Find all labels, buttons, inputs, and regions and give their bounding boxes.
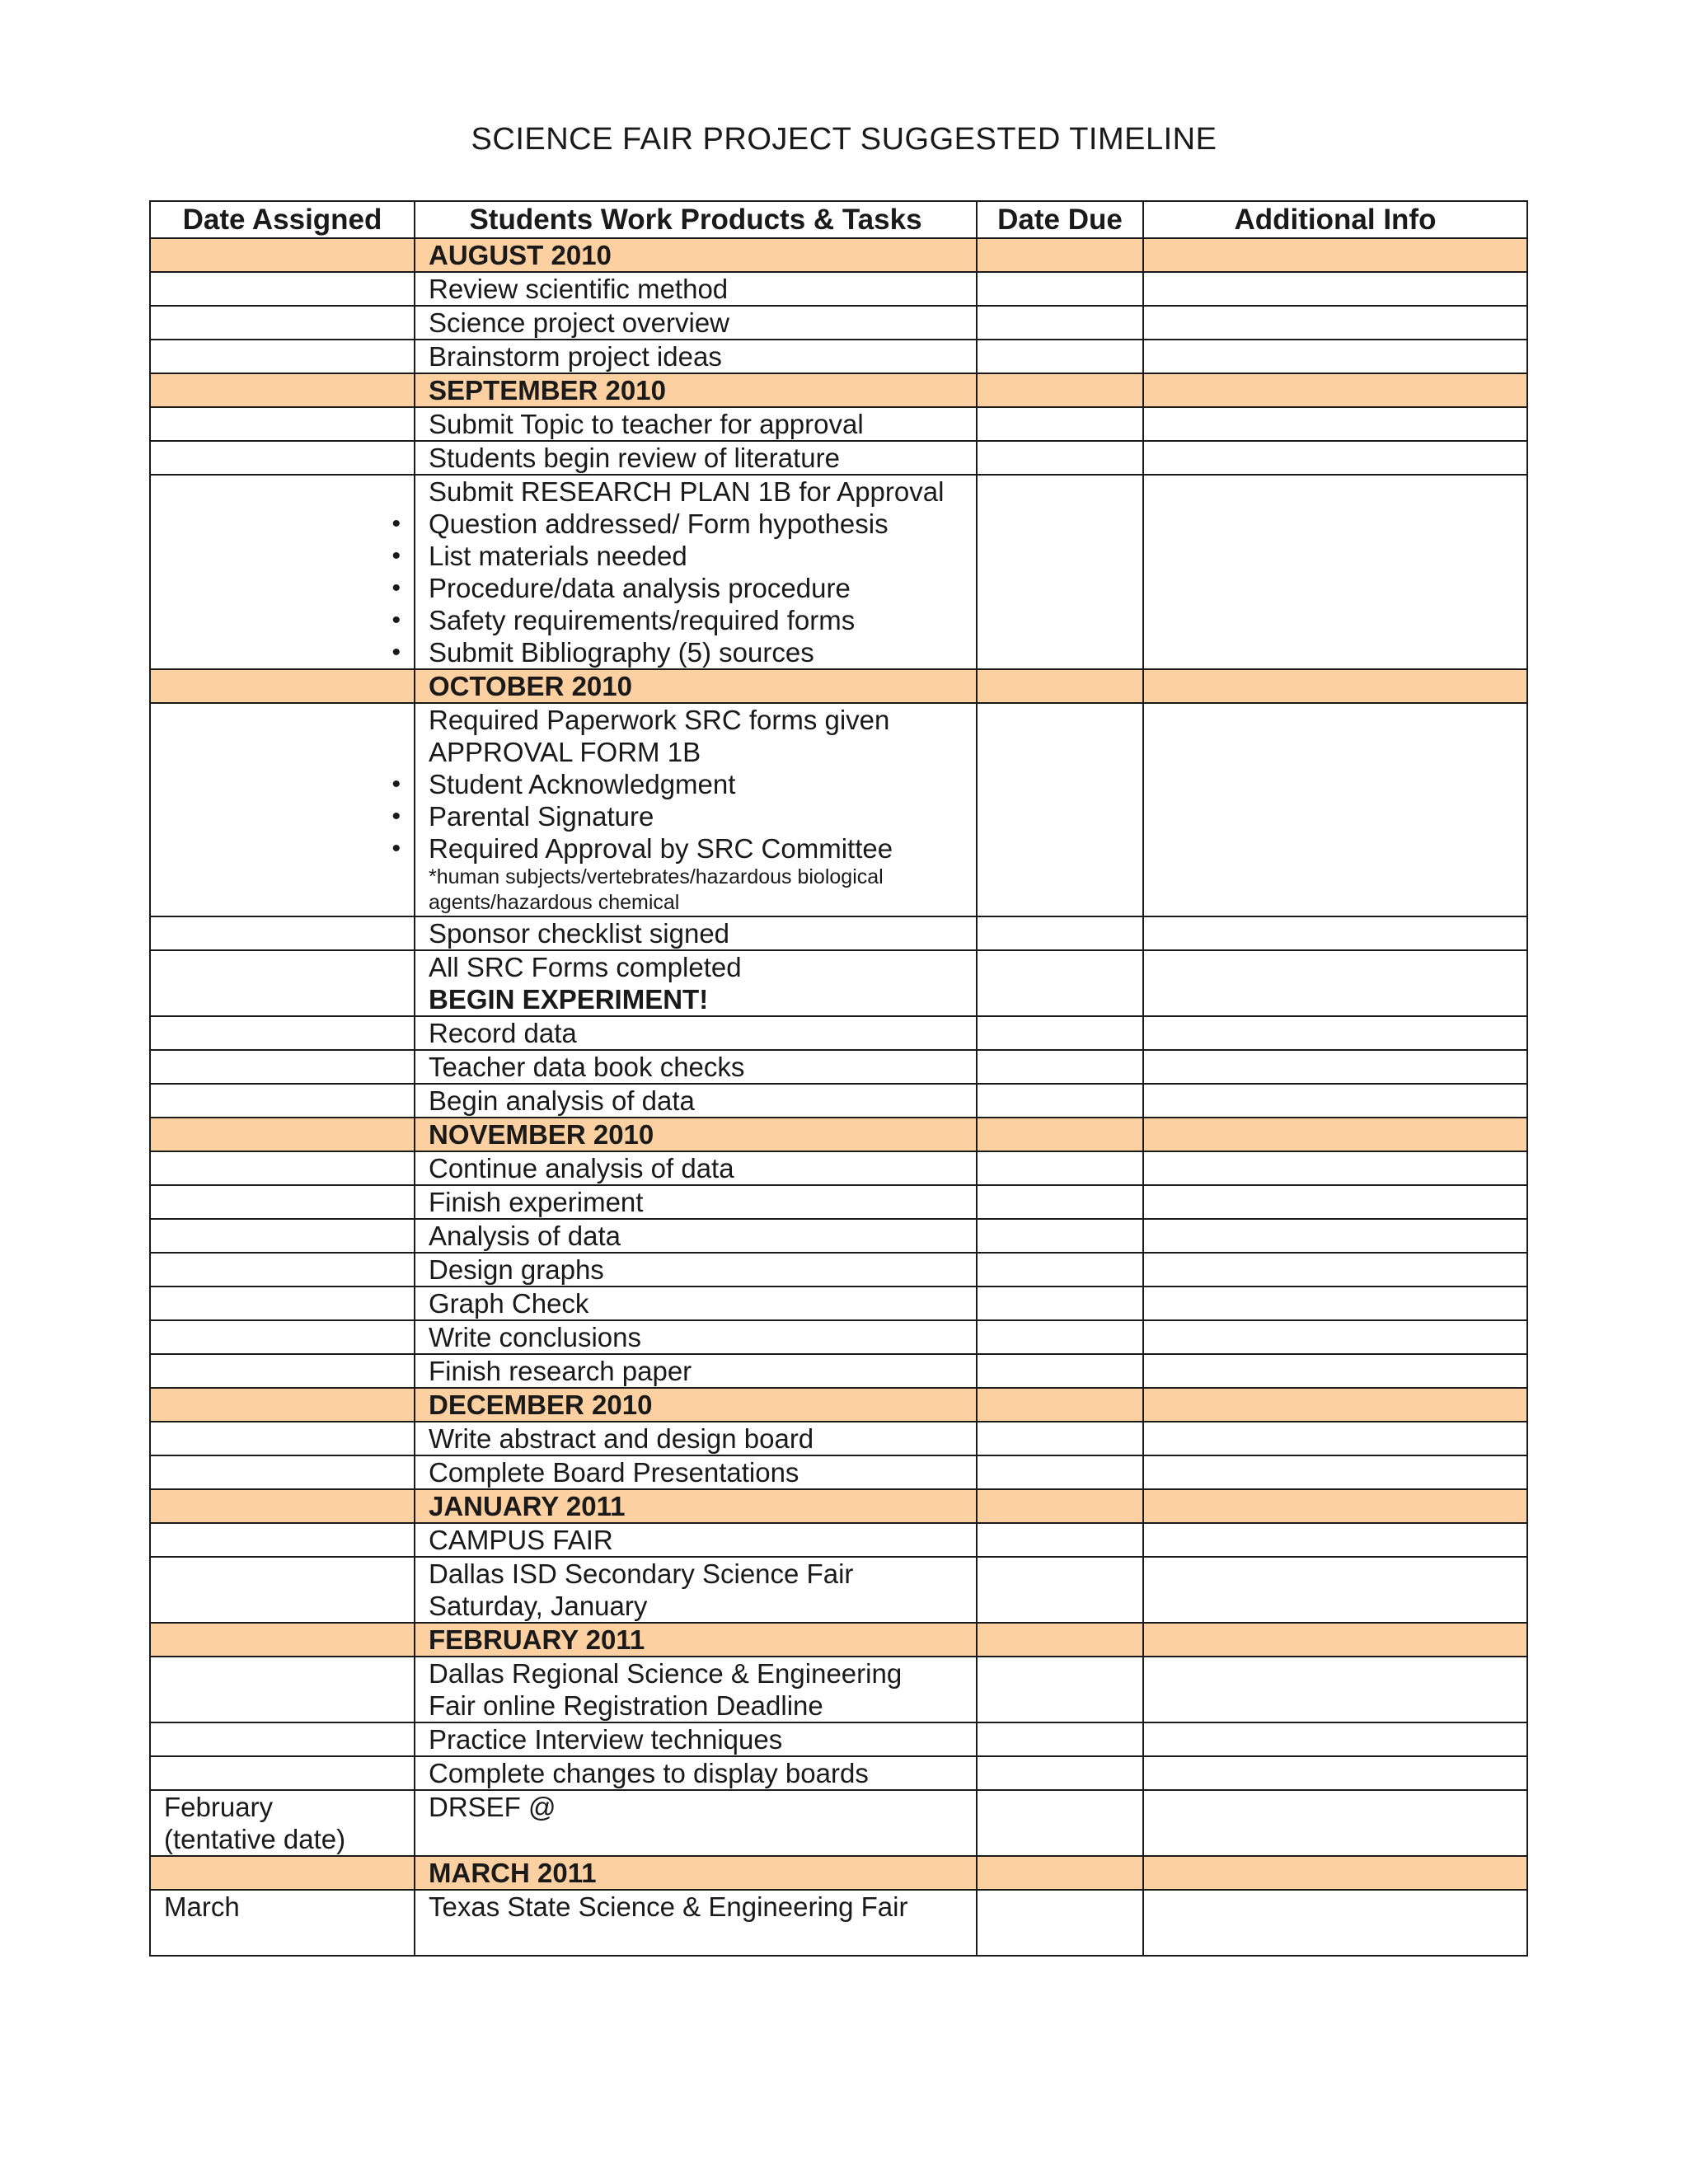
- list-item: Student Acknowledgment: [429, 769, 736, 799]
- header-tasks: Students Work Products & Tasks: [415, 201, 977, 238]
- bullet-icon: •: [392, 542, 401, 569]
- table-row: [150, 1455, 1527, 1489]
- task-cell: Sponsor checklist signed: [415, 916, 977, 950]
- table-row: [150, 950, 1527, 1016]
- month-row-august: [150, 238, 1527, 272]
- table-row: [150, 1050, 1527, 1084]
- list-item: APPROVAL FORM 1B: [429, 737, 701, 767]
- task-cell: Complete Board Presentations: [415, 1455, 977, 1489]
- table-row: [150, 1890, 1527, 1956]
- task-cell: CAMPUS FAIR: [415, 1523, 977, 1557]
- list-item: Dallas ISD Secondary Science Fair: [429, 1558, 854, 1589]
- month-row-october: [150, 669, 1527, 703]
- date-text: February: [164, 1792, 274, 1822]
- list-item: All SRC Forms completed: [429, 952, 742, 982]
- bullet-icon: •: [392, 835, 401, 862]
- task-cell: [415, 1557, 977, 1623]
- bullet-column: [150, 475, 415, 669]
- table-row: [150, 1756, 1527, 1790]
- table-row: [150, 1219, 1527, 1253]
- task-cell: [415, 475, 977, 669]
- month-label: NOVEMBER 2010: [415, 1118, 977, 1151]
- header-date-due: Date Due: [977, 201, 1143, 238]
- task-cell: Teacher data book checks: [415, 1050, 977, 1084]
- bullet-icon: •: [392, 639, 401, 666]
- table-row: [150, 1016, 1527, 1050]
- task-cell: Record data: [415, 1016, 977, 1050]
- date-assigned-cell: March: [150, 1890, 415, 1956]
- month-label: JANUARY 2011: [415, 1489, 977, 1523]
- table-row: [150, 1523, 1527, 1557]
- table-row: [150, 306, 1527, 340]
- table-row: [150, 916, 1527, 950]
- task-cell: Write conclusions: [415, 1320, 977, 1354]
- footnote: *human subjects/vertebrates/hazardous biological agents/hazardous chemical: [429, 865, 884, 914]
- table-row: [150, 272, 1527, 306]
- task-cell: DRSEF @: [415, 1790, 977, 1856]
- month-label: FEBRUARY 2011: [415, 1623, 977, 1657]
- header-additional-info: Additional Info: [1143, 201, 1527, 238]
- table-row: [150, 1557, 1527, 1623]
- task-cell: Finish research paper: [415, 1354, 977, 1388]
- list-item: List materials needed: [429, 541, 687, 571]
- bullet-icon: •: [392, 607, 401, 634]
- task-cell: Students begin review of literature: [415, 441, 977, 475]
- date-text: (tentative date): [164, 1824, 346, 1854]
- bullet-icon: •: [392, 510, 401, 537]
- table-row: [150, 1422, 1527, 1455]
- table-row: [150, 407, 1527, 441]
- list-item: Required Approval by SRC Committee: [429, 833, 893, 864]
- research-plan-title: Submit RESEARCH PLAN 1B for Approval: [429, 476, 945, 507]
- month-label: AUGUST 2010: [415, 238, 977, 272]
- month-label: DECEMBER 2010: [415, 1388, 977, 1422]
- bullet-icon: •: [392, 803, 401, 830]
- month-row-november: [150, 1118, 1527, 1151]
- table-row: [150, 475, 1527, 669]
- task-cell: [415, 1657, 977, 1722]
- bullet-column: [150, 703, 415, 916]
- table-row: [150, 1286, 1527, 1320]
- table-row: [150, 1354, 1527, 1388]
- table-row: [150, 1722, 1527, 1756]
- task-cell: Continue analysis of data: [415, 1151, 977, 1185]
- task-cell: Finish experiment: [415, 1185, 977, 1219]
- table-row: [150, 1253, 1527, 1286]
- month-row-december: [150, 1388, 1527, 1422]
- list-item: Required Paperwork SRC forms given: [429, 705, 890, 735]
- task-cell: Begin analysis of data: [415, 1084, 977, 1118]
- list-item: Saturday, January: [429, 1591, 648, 1621]
- table-row: [150, 441, 1527, 475]
- month-label: SEPTEMBER 2010: [415, 373, 977, 407]
- task-cell: Design graphs: [415, 1253, 977, 1286]
- task-cell: Complete changes to display boards: [415, 1756, 977, 1790]
- month-row-september: [150, 373, 1527, 407]
- month-row-march: [150, 1856, 1527, 1890]
- list-item: Safety requirements/required forms: [429, 605, 856, 635]
- table-row: [150, 1185, 1527, 1219]
- list-item: Parental Signature: [429, 801, 654, 832]
- table-row: [150, 1790, 1527, 1856]
- list-item: Fair online Registration Deadline: [429, 1690, 823, 1721]
- page-title: SCIENCE FAIR PROJECT SUGGESTED TIMELINE: [471, 122, 1217, 157]
- table-row: [150, 703, 1527, 916]
- table-row: [150, 1084, 1527, 1118]
- month-row-february: [150, 1623, 1527, 1657]
- list-item: Dallas Regional Science & Engineering: [429, 1658, 903, 1689]
- task-cell: [415, 703, 977, 916]
- table-row: [150, 1657, 1527, 1722]
- list-item: Submit Bibliography (5) sources: [429, 637, 814, 668]
- list-item: Question addressed/ Form hypothesis: [429, 509, 889, 539]
- task-cell: Science project overview: [415, 306, 977, 340]
- table-row: [150, 340, 1527, 373]
- task-cell: Brainstorm project ideas: [415, 340, 977, 373]
- month-label: MARCH 2011: [415, 1856, 977, 1890]
- list-item: BEGIN EXPERIMENT!: [429, 984, 709, 1015]
- task-cell: [415, 950, 977, 1016]
- date-assigned-cell: [150, 1790, 415, 1856]
- task-cell: Graph Check: [415, 1286, 977, 1320]
- timeline-table: [149, 200, 1528, 1957]
- table-row: [150, 1151, 1527, 1185]
- list-item: Procedure/data analysis procedure: [429, 573, 851, 603]
- task-cell: Practice Interview techniques: [415, 1722, 977, 1756]
- month-row-january: [150, 1489, 1527, 1523]
- bullet-icon: •: [392, 771, 401, 798]
- task-cell: Review scientific method: [415, 272, 977, 306]
- header-date-assigned: Date Assigned: [150, 201, 415, 238]
- task-cell: Texas State Science & Engineering Fair: [415, 1890, 977, 1956]
- task-cell: Submit Topic to teacher for approval: [415, 407, 977, 441]
- header-row: [150, 201, 1527, 238]
- table-row: [150, 1320, 1527, 1354]
- task-cell: Analysis of data: [415, 1219, 977, 1253]
- bullet-icon: •: [392, 574, 401, 602]
- month-label: OCTOBER 2010: [415, 669, 977, 703]
- task-cell: Write abstract and design board: [415, 1422, 977, 1455]
